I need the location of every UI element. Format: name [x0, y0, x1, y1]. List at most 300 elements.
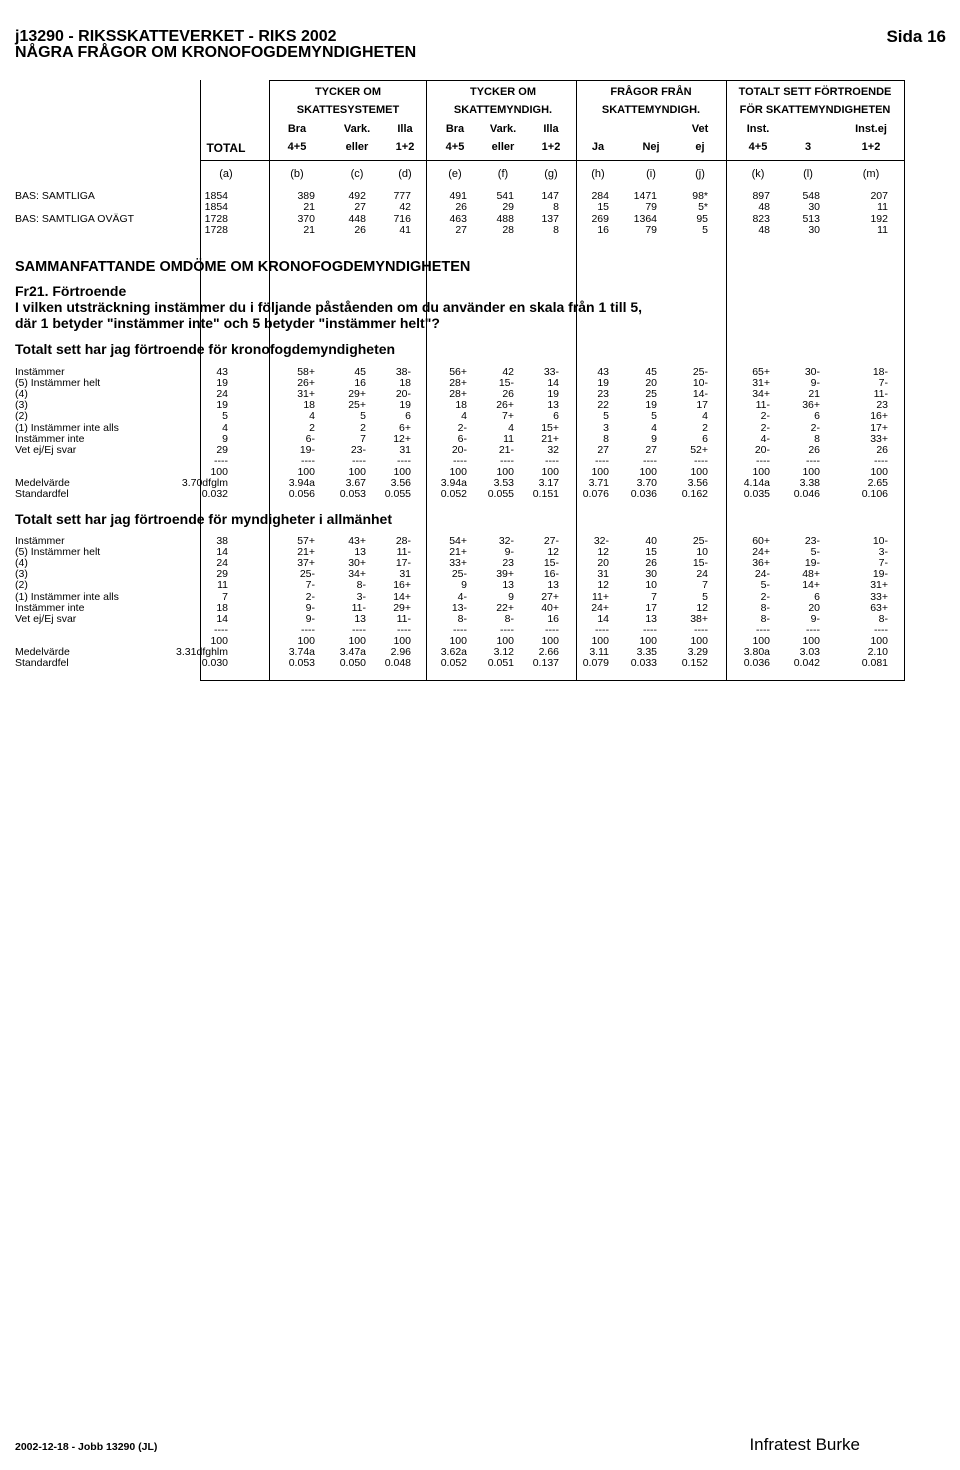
table-cell: ---- [595, 454, 609, 467]
table-cell: 6+ [399, 421, 411, 434]
column-subheader: 4+5 [445, 141, 465, 153]
table-cell: 3.94a [288, 477, 315, 489]
table-cell: ---- [545, 454, 559, 467]
table-cell: ---- [301, 454, 315, 467]
table-cell: 38- [395, 366, 411, 378]
table-cell: 100 [496, 634, 514, 647]
table-cell: 0.042 [793, 657, 820, 670]
table-cell: 100 [591, 465, 609, 478]
column-subheader: 4+5 [748, 141, 768, 153]
table-cell: 100 [802, 634, 820, 647]
table-cell: 20 [808, 601, 820, 614]
table-cell: 65+ [752, 366, 770, 378]
table-cell: 3.70 [636, 477, 657, 489]
table-cell: 541 [496, 190, 514, 202]
table-cell: 0.076 [582, 488, 609, 501]
table-cell: 389 [297, 190, 315, 202]
table-cell: 23 [502, 557, 514, 570]
table-cell: 7- [878, 557, 888, 570]
table-row [0, 202, 960, 213]
table-cell: 25+ [348, 399, 366, 412]
table-cell: 0.162 [681, 488, 708, 501]
table-cell: ---- [397, 454, 411, 467]
table-cell: 823 [752, 212, 770, 225]
column-letter: (j) [695, 168, 705, 180]
table-cell: 9 [651, 432, 657, 445]
table-cell: 137 [541, 212, 559, 225]
table-cell: 19- [299, 443, 315, 456]
row-label: (3) [15, 568, 28, 581]
table-cell: 33- [543, 366, 559, 378]
table-cell: 7 [360, 432, 366, 445]
table-cell: 100 [870, 465, 888, 478]
table-cell: 192 [870, 212, 888, 225]
row-label: BAS: SAMTLIGA OVÄGT [15, 212, 135, 225]
table-cell: 3.35 [636, 646, 657, 658]
table-cell: 0.081 [861, 657, 888, 670]
table-cell: 3.47a [339, 646, 366, 658]
row-label: (4) [15, 557, 28, 570]
table-cell: 14+ [393, 590, 411, 603]
table-cell: 16- [543, 568, 559, 581]
table-cell: 1728 [204, 212, 228, 225]
row-label: Instämmer inte [15, 601, 85, 614]
table-cell: 100 [348, 465, 366, 478]
table-cell: 2 [360, 421, 366, 434]
row-label: Instämmer [15, 366, 65, 378]
table-cell: 100 [690, 634, 708, 647]
table-cell: 25- [692, 366, 708, 378]
column-letter: (l) [803, 168, 813, 180]
column-group-subtitle: SKATTEMYNDIGH. [453, 104, 553, 116]
column-letter: (g) [544, 168, 558, 180]
table-cell: 27 [645, 443, 657, 456]
table-cell: 7 [222, 590, 228, 603]
table-cell: 27- [543, 535, 559, 547]
section-title: SAMMANFATTANDE OMDÖME OM KRONOFOGDEMYNDIGHETEN [15, 259, 471, 275]
table-cell: 6 [814, 410, 820, 423]
column-letter: (d) [398, 168, 412, 180]
table-cell: 3.38 [799, 477, 820, 489]
table-cell: 100 [210, 465, 228, 478]
table-cell: 24+ [591, 601, 609, 614]
table-cell: 9- [810, 377, 820, 390]
column-letter: (k) [751, 168, 765, 180]
table-cell: 25- [692, 535, 708, 547]
column-letter: (i) [646, 168, 656, 180]
table-cell: 0.053 [288, 657, 315, 670]
table-cell: 0.151 [532, 488, 559, 501]
table-cell: 1364 [633, 212, 657, 225]
table-cell: 18- [872, 366, 888, 378]
table-cell: 8- [760, 612, 770, 625]
table-cell: 8- [457, 612, 467, 625]
column-subheader: 1+2 [541, 141, 561, 153]
table-cell: 100 [639, 465, 657, 478]
table-cell: 3.94a [440, 477, 467, 489]
table-row [0, 489, 960, 500]
table-cell: 10 [645, 579, 657, 592]
table-cell: 26 [876, 443, 888, 456]
table-cell: 43+ [348, 535, 366, 547]
table-cell: 30 [808, 223, 820, 236]
row-label: Instämmer [15, 535, 65, 547]
table-cell: ---- [214, 454, 228, 467]
table-cell: 32- [498, 535, 514, 547]
table-cell: 27+ [541, 590, 559, 603]
table-cell: 2.65 [867, 477, 888, 489]
table-cell: 13 [645, 612, 657, 625]
table-cell: 40+ [541, 601, 559, 614]
table-cell: 11 [503, 432, 514, 445]
table-cell: 11- [873, 388, 888, 401]
table-cell: 3.74a [288, 646, 315, 658]
table-cell: 3.03 [799, 646, 820, 658]
table-cell: 2- [760, 421, 770, 434]
table-cell: ---- [806, 623, 820, 636]
table-cell: 13 [502, 579, 514, 592]
column-subheader: Ja [591, 141, 605, 153]
column-letter: (h) [591, 168, 605, 180]
table-cell: 48+ [802, 568, 820, 581]
table-cell: 10- [872, 535, 888, 547]
table-row [0, 411, 960, 422]
table-cell: ---- [500, 454, 514, 467]
table-cell: 2.10 [867, 646, 888, 658]
table-cell: 492 [348, 190, 366, 202]
table-cell: 30- [804, 366, 820, 378]
table-row [0, 423, 960, 434]
table-cell: 100 [802, 465, 820, 478]
table-cell: ---- [595, 623, 609, 636]
table-cell: 21+ [449, 546, 467, 559]
table-cell: 4- [760, 432, 770, 445]
column-letter: (e) [448, 168, 462, 180]
table-cell: 33+ [449, 557, 467, 570]
table-cell: 29 [502, 201, 514, 214]
table-cell: 4 [702, 410, 708, 423]
table-cell: 2- [810, 421, 820, 434]
table-cell: 0.032 [201, 488, 228, 501]
table-cell: 26 [808, 443, 820, 456]
table-cell: 11- [755, 399, 770, 412]
column-subheader: eller [345, 141, 369, 153]
table-cell: 2- [760, 410, 770, 423]
table-cell: 28+ [449, 388, 467, 401]
column-subheader: Inst. [746, 123, 770, 135]
column-subheader: Illa [543, 123, 559, 135]
table-cell: 3.12 [493, 646, 514, 658]
table-cell: 12 [597, 579, 609, 592]
table-bottom-rule [200, 680, 905, 681]
table-cell: 716 [393, 212, 411, 225]
table-cell: 100 [870, 634, 888, 647]
table-row [0, 603, 960, 614]
table-cell: 39+ [496, 568, 514, 581]
table-cell: 33+ [870, 590, 888, 603]
table-cell: 100 [541, 634, 559, 647]
table-cell: 7+ [502, 410, 514, 423]
table-cell: 36+ [752, 557, 770, 570]
table-cell: 5 [603, 410, 609, 423]
table-cell: 24 [696, 568, 708, 581]
table-cell: 9- [810, 612, 820, 625]
row-label: (2) [15, 579, 28, 592]
column-subheader: ej [695, 141, 705, 153]
block-title-1: Totalt sett har jag förtroende för kronofogdemyndigheten [15, 341, 396, 357]
table-cell: 3.29 [687, 646, 708, 658]
table-cell: 8- [878, 612, 888, 625]
table-cell: 3.56 [390, 477, 411, 489]
block-title-2: Totalt sett har jag förtroende för myndigheter i allmänhet [15, 511, 393, 527]
page-number: Sida 16 [886, 27, 946, 46]
table-cell: 2.96 [390, 646, 411, 658]
table-cell: 9- [305, 601, 315, 614]
table-cell: 2- [305, 590, 315, 603]
table-cell: 11+ [591, 590, 609, 603]
table-cell: 777 [393, 190, 411, 202]
table-cell: 32- [593, 535, 609, 547]
table-cell: 15- [543, 557, 559, 570]
table-cell: 12+ [393, 432, 411, 445]
table-cell: 10- [692, 377, 708, 390]
table-cell: 22+ [496, 601, 514, 614]
table-cell: 3.53 [493, 477, 514, 489]
table-row [0, 592, 960, 603]
table-cell: 27 [597, 443, 609, 456]
table-cell: 42 [502, 366, 514, 378]
table-cell: 11 [877, 223, 888, 236]
table-cell: 20 [645, 377, 657, 390]
table-cell: 29 [216, 568, 228, 581]
column-group-title: TYCKER OM [315, 86, 381, 98]
table-cell: 8 [814, 432, 820, 445]
table-cell: 21- [498, 443, 514, 456]
table-cell: 8- [760, 601, 770, 614]
table-cell: 100 [297, 465, 315, 478]
table-cell: 100 [496, 465, 514, 478]
table-cell: 5 [702, 590, 708, 603]
table-cell: 31+ [752, 377, 770, 390]
table-cell: ---- [397, 623, 411, 636]
table-cell: 8- [504, 612, 514, 625]
table-cell: 2 [309, 421, 315, 434]
table-cell: 14 [547, 377, 559, 390]
table-cell: 19 [216, 399, 228, 412]
table-cell: 18 [216, 601, 228, 614]
table-cell: 31 [597, 568, 609, 581]
table-row [0, 214, 960, 225]
table-cell: 42 [399, 201, 411, 214]
table-cell: 463 [449, 212, 467, 225]
table-cell: 21+ [541, 432, 559, 445]
table-cell: 26 [354, 223, 366, 236]
table-cell: 100 [449, 465, 467, 478]
table-cell: 13 [354, 546, 366, 559]
table-cell: 5 [360, 410, 366, 423]
table-cell: 27 [455, 223, 467, 236]
table-cell: 57+ [297, 535, 315, 547]
table-cell: 2- [457, 421, 467, 434]
table-cell: 24 [216, 388, 228, 401]
table-cell: ---- [756, 454, 770, 467]
table-cell: 14 [216, 546, 228, 559]
table-cell: 14 [597, 612, 609, 625]
table-cell: 6 [702, 432, 708, 445]
table-cell: 3.56 [687, 477, 708, 489]
table-cell: 5- [810, 546, 820, 559]
table-cell: 28- [395, 535, 411, 547]
table-cell: 40 [645, 535, 657, 547]
table-cell: 11 [877, 201, 888, 214]
table-cell: 14 [216, 612, 228, 625]
table-cell: ---- [694, 623, 708, 636]
table-cell: 147 [541, 190, 559, 202]
table-cell: 14- [692, 388, 708, 401]
table-cell: 0.036 [743, 657, 770, 670]
table-cell: 26 [502, 388, 514, 401]
table-cell: 491 [449, 190, 467, 202]
column-subheader: Inst.ej [855, 123, 887, 135]
question-text-line1: I vilken utsträckning instämmer du i följande påståenden om du använder en skala från 1 till 5, [15, 299, 643, 315]
column-subheader: 1+2 [395, 141, 415, 153]
column-group-subtitle: SKATTESYSTEMET [296, 104, 400, 116]
table-cell: 56+ [449, 366, 467, 378]
table-cell: 11- [396, 612, 411, 625]
table-cell: 48 [758, 201, 770, 214]
row-label: (2) [15, 410, 28, 423]
table-cell: 16 [597, 223, 609, 236]
table-cell: 41 [399, 223, 411, 236]
column-subheader: Vark. [343, 123, 371, 135]
table-cell: 100 [690, 465, 708, 478]
row-label: Medelvärde [15, 477, 70, 489]
table-cell: 21+ [297, 546, 315, 559]
table-cell: ---- [214, 623, 228, 636]
table-cell: 0.050 [339, 657, 366, 670]
table-cell: 29 [216, 443, 228, 456]
table-cell: 9 [222, 432, 228, 445]
table-cell: 13 [354, 612, 366, 625]
table-cell: 10 [696, 546, 708, 559]
column-subheader: 1+2 [861, 141, 881, 153]
table-cell: 18 [399, 377, 411, 390]
table-cell: 15 [645, 546, 657, 559]
table-cell: 0.036 [630, 488, 657, 501]
report-title-line1: j13290 - RIKSSKATTEVERKET - RIKS 2002 [15, 28, 337, 45]
table-cell: ---- [545, 623, 559, 636]
table-cell: 0.051 [487, 657, 514, 670]
table-cell: 19 [547, 388, 559, 401]
table-cell: 30+ [348, 557, 366, 570]
row-label: Vet ej/Ej svar [15, 612, 77, 625]
table-cell: 26 [455, 201, 467, 214]
table-header-rule [200, 160, 905, 161]
table-cell: 28+ [449, 377, 467, 390]
column-subheader: Bra [445, 123, 465, 135]
table-cell: 3- [878, 546, 888, 559]
table-cell: 63+ [870, 601, 888, 614]
table-cell: 3.11 [589, 646, 609, 658]
table-cell: 0.079 [582, 657, 609, 670]
table-cell: 6- [457, 432, 467, 445]
table-cell: 14+ [802, 579, 820, 592]
table-cell: 3 [603, 421, 609, 434]
row-label: (1) Instämmer inte alls [15, 590, 119, 603]
table-cell: 3.80a [743, 646, 770, 658]
table-cell: 34+ [348, 568, 366, 581]
table-cell: 3.17 [538, 477, 559, 489]
table-cell: 9 [508, 590, 514, 603]
table-cell: 0.035 [743, 488, 770, 501]
table-cell: 20- [451, 443, 467, 456]
column-letter: (m) [862, 168, 880, 180]
table-cell: ---- [500, 623, 514, 636]
table-cell: 20 [597, 557, 609, 570]
table-cell: 0.056 [288, 488, 315, 501]
table-cell: 4 [309, 410, 315, 423]
table-cell: 3.70dfglm [181, 477, 228, 489]
table-cell: ---- [874, 454, 888, 467]
table-cell: 2- [760, 590, 770, 603]
table-cell: 45 [645, 366, 657, 378]
table-cell: 79 [645, 223, 657, 236]
table-cell: 15- [692, 557, 708, 570]
table-cell: 58+ [297, 366, 315, 378]
table-cell: 23 [597, 388, 609, 401]
question-code: Fr21. Förtroende [15, 283, 127, 299]
table-cell: 100 [639, 634, 657, 647]
table-top-rule [269, 80, 905, 81]
table-cell: 19- [872, 568, 888, 581]
table-cell: 18 [303, 399, 315, 412]
table-cell: 2 [702, 421, 708, 434]
table-cell: 31 [399, 568, 411, 581]
table-cell: 0.048 [384, 657, 411, 670]
table-cell: 43 [597, 366, 609, 378]
column-subheader: Bra [287, 123, 307, 135]
table-cell: 54+ [449, 535, 467, 547]
table-cell: 5 [222, 410, 228, 423]
column-subheader: Vet [691, 123, 709, 135]
table-cell: 16+ [870, 410, 888, 423]
table-cell: 9- [305, 612, 315, 625]
table-cell: 5- [760, 579, 770, 592]
table-cell: 0.052 [440, 488, 467, 501]
table-cell: 17+ [870, 421, 888, 434]
table-cell: 3.71 [588, 477, 609, 489]
table-cell: 8- [356, 579, 366, 592]
table-cell: 100 [541, 465, 559, 478]
footer-job-info: 2002-12-18 - Jobb 13290 (JL) [15, 1441, 158, 1453]
table-cell: 26+ [297, 377, 315, 390]
row-label: (5) Instämmer helt [15, 546, 101, 559]
table-cell: 0.106 [861, 488, 888, 501]
row-label: Standardfel [15, 657, 69, 670]
table-cell: 30 [645, 568, 657, 581]
table-cell: 548 [802, 190, 820, 202]
table-cell: 25- [299, 568, 315, 581]
table-cell: 20- [395, 388, 411, 401]
table-cell: 18 [455, 399, 467, 412]
table-cell: 0.033 [630, 657, 657, 670]
table-cell: 0.152 [681, 657, 708, 670]
table-cell: 513 [802, 212, 820, 225]
table-cell: 19 [597, 377, 609, 390]
table-cell: 11 [217, 579, 228, 592]
table-cell: 1728 [204, 223, 228, 236]
table-row [0, 434, 960, 445]
